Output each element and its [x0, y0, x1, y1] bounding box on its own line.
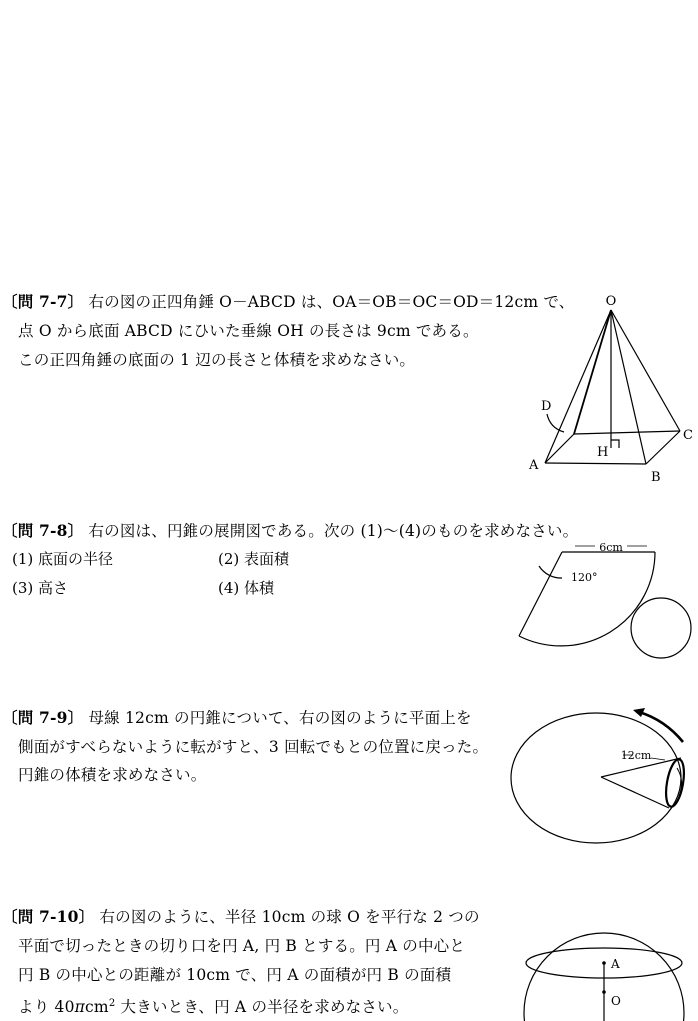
q78-label: 〔問 7-8〕	[2, 521, 84, 540]
pyramid-label-h: H	[597, 445, 609, 460]
q710-line-2: 平面で切ったときの切り口を円 A, 円 B とする。円 A の中心と	[18, 937, 466, 955]
q710-label: 〔問 7-10〕	[2, 907, 95, 926]
q710-line-1	[2, 907, 480, 927]
q79-line-2: 側面がすべらないように転がすと、3 回転でもとの位置に戻った。	[18, 738, 489, 756]
q79-line-1	[2, 708, 472, 728]
pyramid-figure	[520, 288, 698, 488]
q710-line-4	[18, 994, 408, 1017]
rolling-cone-figure	[505, 696, 695, 856]
q77-label: 〔問 7-7〕	[2, 292, 84, 311]
pyramid-label-c: C	[683, 428, 693, 443]
q710-line-4-pre: より 40	[18, 998, 75, 1017]
q710-pi: π	[74, 998, 86, 1017]
q77-line-3: この正四角錘の底面の 1 辺の長さと体積を求めなさい。	[18, 351, 416, 369]
q710-line-3: 円 B の中心との距離が 10cm で、円 A の面積が円 B の面積	[18, 966, 452, 984]
q79-line-3: 円錐の体積を求めなさい。	[18, 766, 207, 784]
sphere-label-a: A	[611, 957, 620, 971]
q79-label: 〔問 7-9〕	[2, 708, 84, 727]
q78-item-1: (1) 底面の半径	[12, 550, 114, 568]
q77-line-1	[2, 292, 575, 312]
q78-item-2: (2) 表面積	[218, 550, 290, 568]
pyramid-label-o: O	[605, 294, 617, 309]
q78-text: 右の図は、円錐の展開図である。次の (1)～(4)のものを求めなさい。	[88, 522, 579, 540]
q78-item-4: (4) 体積	[218, 579, 275, 597]
q77-text-1: 右の図の正四角錘 O－ABCD は、OA＝OB＝OC＝OD＝12cm で、	[88, 293, 575, 311]
q77-line-2: 点 O から底面 ABCD にひいた垂線 OH の長さは 9cm である。	[18, 322, 479, 340]
pyramid-label-b: B	[651, 470, 661, 485]
q710-line-4-post: 大きいとき、円 A の半径を求めなさい。	[115, 998, 409, 1017]
cone-net-figure	[515, 536, 695, 666]
q710-text-1: 右の図のように、半径 10cm の球 O を平行な 2 つの	[99, 908, 480, 926]
q78-item-3: (3) 高さ	[12, 579, 69, 597]
sphere-label-o: O	[611, 994, 621, 1008]
sphere-figure	[520, 905, 698, 1021]
pyramid-label-a: A	[529, 458, 539, 473]
cone-net-angle-label: 120°	[571, 571, 598, 584]
pyramid-label-d: D	[541, 399, 552, 414]
rolling-cone-length-label: 12cm	[620, 749, 652, 762]
q78-line-1	[2, 521, 578, 541]
cone-net-arc-label: 6cm	[599, 541, 623, 554]
q79-text-1: 母線 12cm の円錐について、右の図のように平面上を	[88, 709, 472, 727]
q710-unit: cm	[85, 998, 109, 1017]
q710-sup: 2	[108, 998, 116, 1009]
